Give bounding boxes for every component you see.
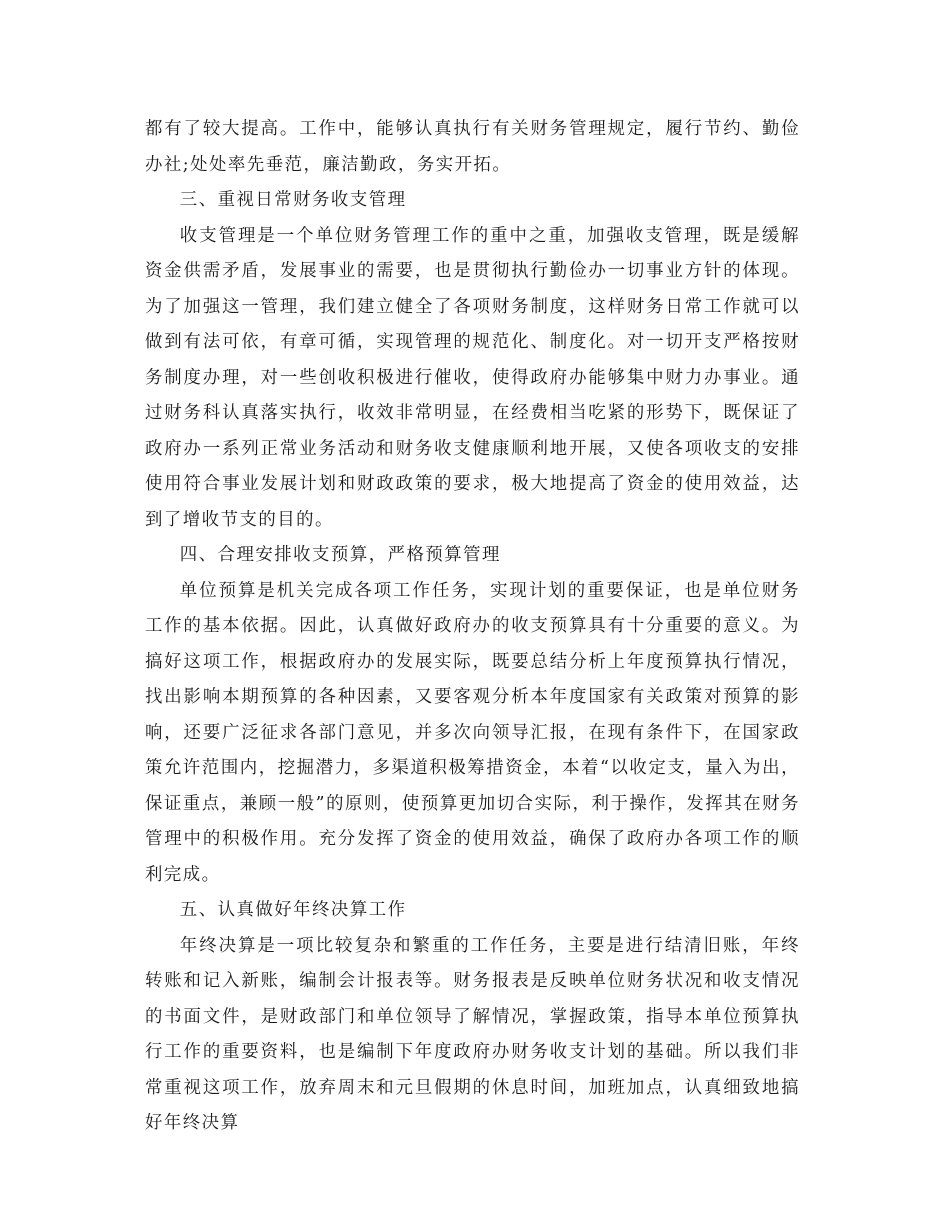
- paragraph-final-accounts: 年终决算是一项比较复杂和繁重的工作任务，主要是进行结清旧账，年终转账和记入新账，编制会计报表等。财务报表是反映单位财务状况和收支情况的书面文件，是财政部门和单位领导了解情况，掌握政策，指导本单位预算执行工作的重要资料，也是编制下年度政府办财务收支计划的基础。所以我们非常重视这项工作，放弃周末和元旦假期的休息时间，加班加点，认真细致地搞好年终决算: [145, 935, 800, 1133]
- section-heading-4: 四、合理安排收支预算，严格预算管理: [179, 545, 501, 565]
- paragraph-budget: 单位预算是机关完成各项工作任务，实现计划的重要保证，也是单位财务工作的基本依据。因此，认真做好政府办的收支预算具有十分重要的意义。为搞好这项工作，根据政府办的发展实际，既要总结分析上年度预算执行情况，找出影响本期预算的各种因素，又要客观分析本年度国家有关政策对预算的影响，还要广泛征求各部门意见，并多次向领导汇报，在现有条件下，在国家政策允许范围内，挖掘潜力，多渠道积极筹措资金，本着“以收定支，量入为出，保证重点，兼顾一般”的原则，使预算更加切合实际，利于操作，发挥其在财务管理中的积极作用。充分发挥了资金的使用效益，确保了政府办各项工作的顺利完成。: [145, 580, 800, 885]
- paragraph-continuation: 都有了较大提高。工作中，能够认真执行有关财务管理规定，履行节约、勤俭办社;处处率先垂范，廉洁勤政，务实开拓。: [145, 119, 800, 175]
- section-heading-5: 五、认真做好年终决算工作: [179, 900, 407, 920]
- document-body: [145, 112, 800, 1142]
- paragraph-revenue-expenditure: 收支管理是一个单位财务管理工作的重中之重，加强收支管理，既是缓解资金供需矛盾，发展事业的需要，也是贯彻执行勤俭办一切事业方针的体现。为了加强这一管理，我们建立健全了各项财务制度，这样财务日常工作就可以做到有法可依，有章可循，实现管理的规范化、制度化。对一切开支严格按财务制度办理，对一些创收积极进行催收，使得政府办能够集中财力办事业。通过财务科认真落实执行，收效非常明显，在经费相当吃紧的形势下，既保证了政府办一系列正常业务活动和财务收支健康顺利地开展，又使各项收支的安排使用符合事业发展计划和财政政策的要求，极大地提高了资金的使用效益，达到了增收节支的目的。: [145, 225, 800, 530]
- section-heading-3: 三、重视日常财务收支管理: [179, 190, 407, 210]
